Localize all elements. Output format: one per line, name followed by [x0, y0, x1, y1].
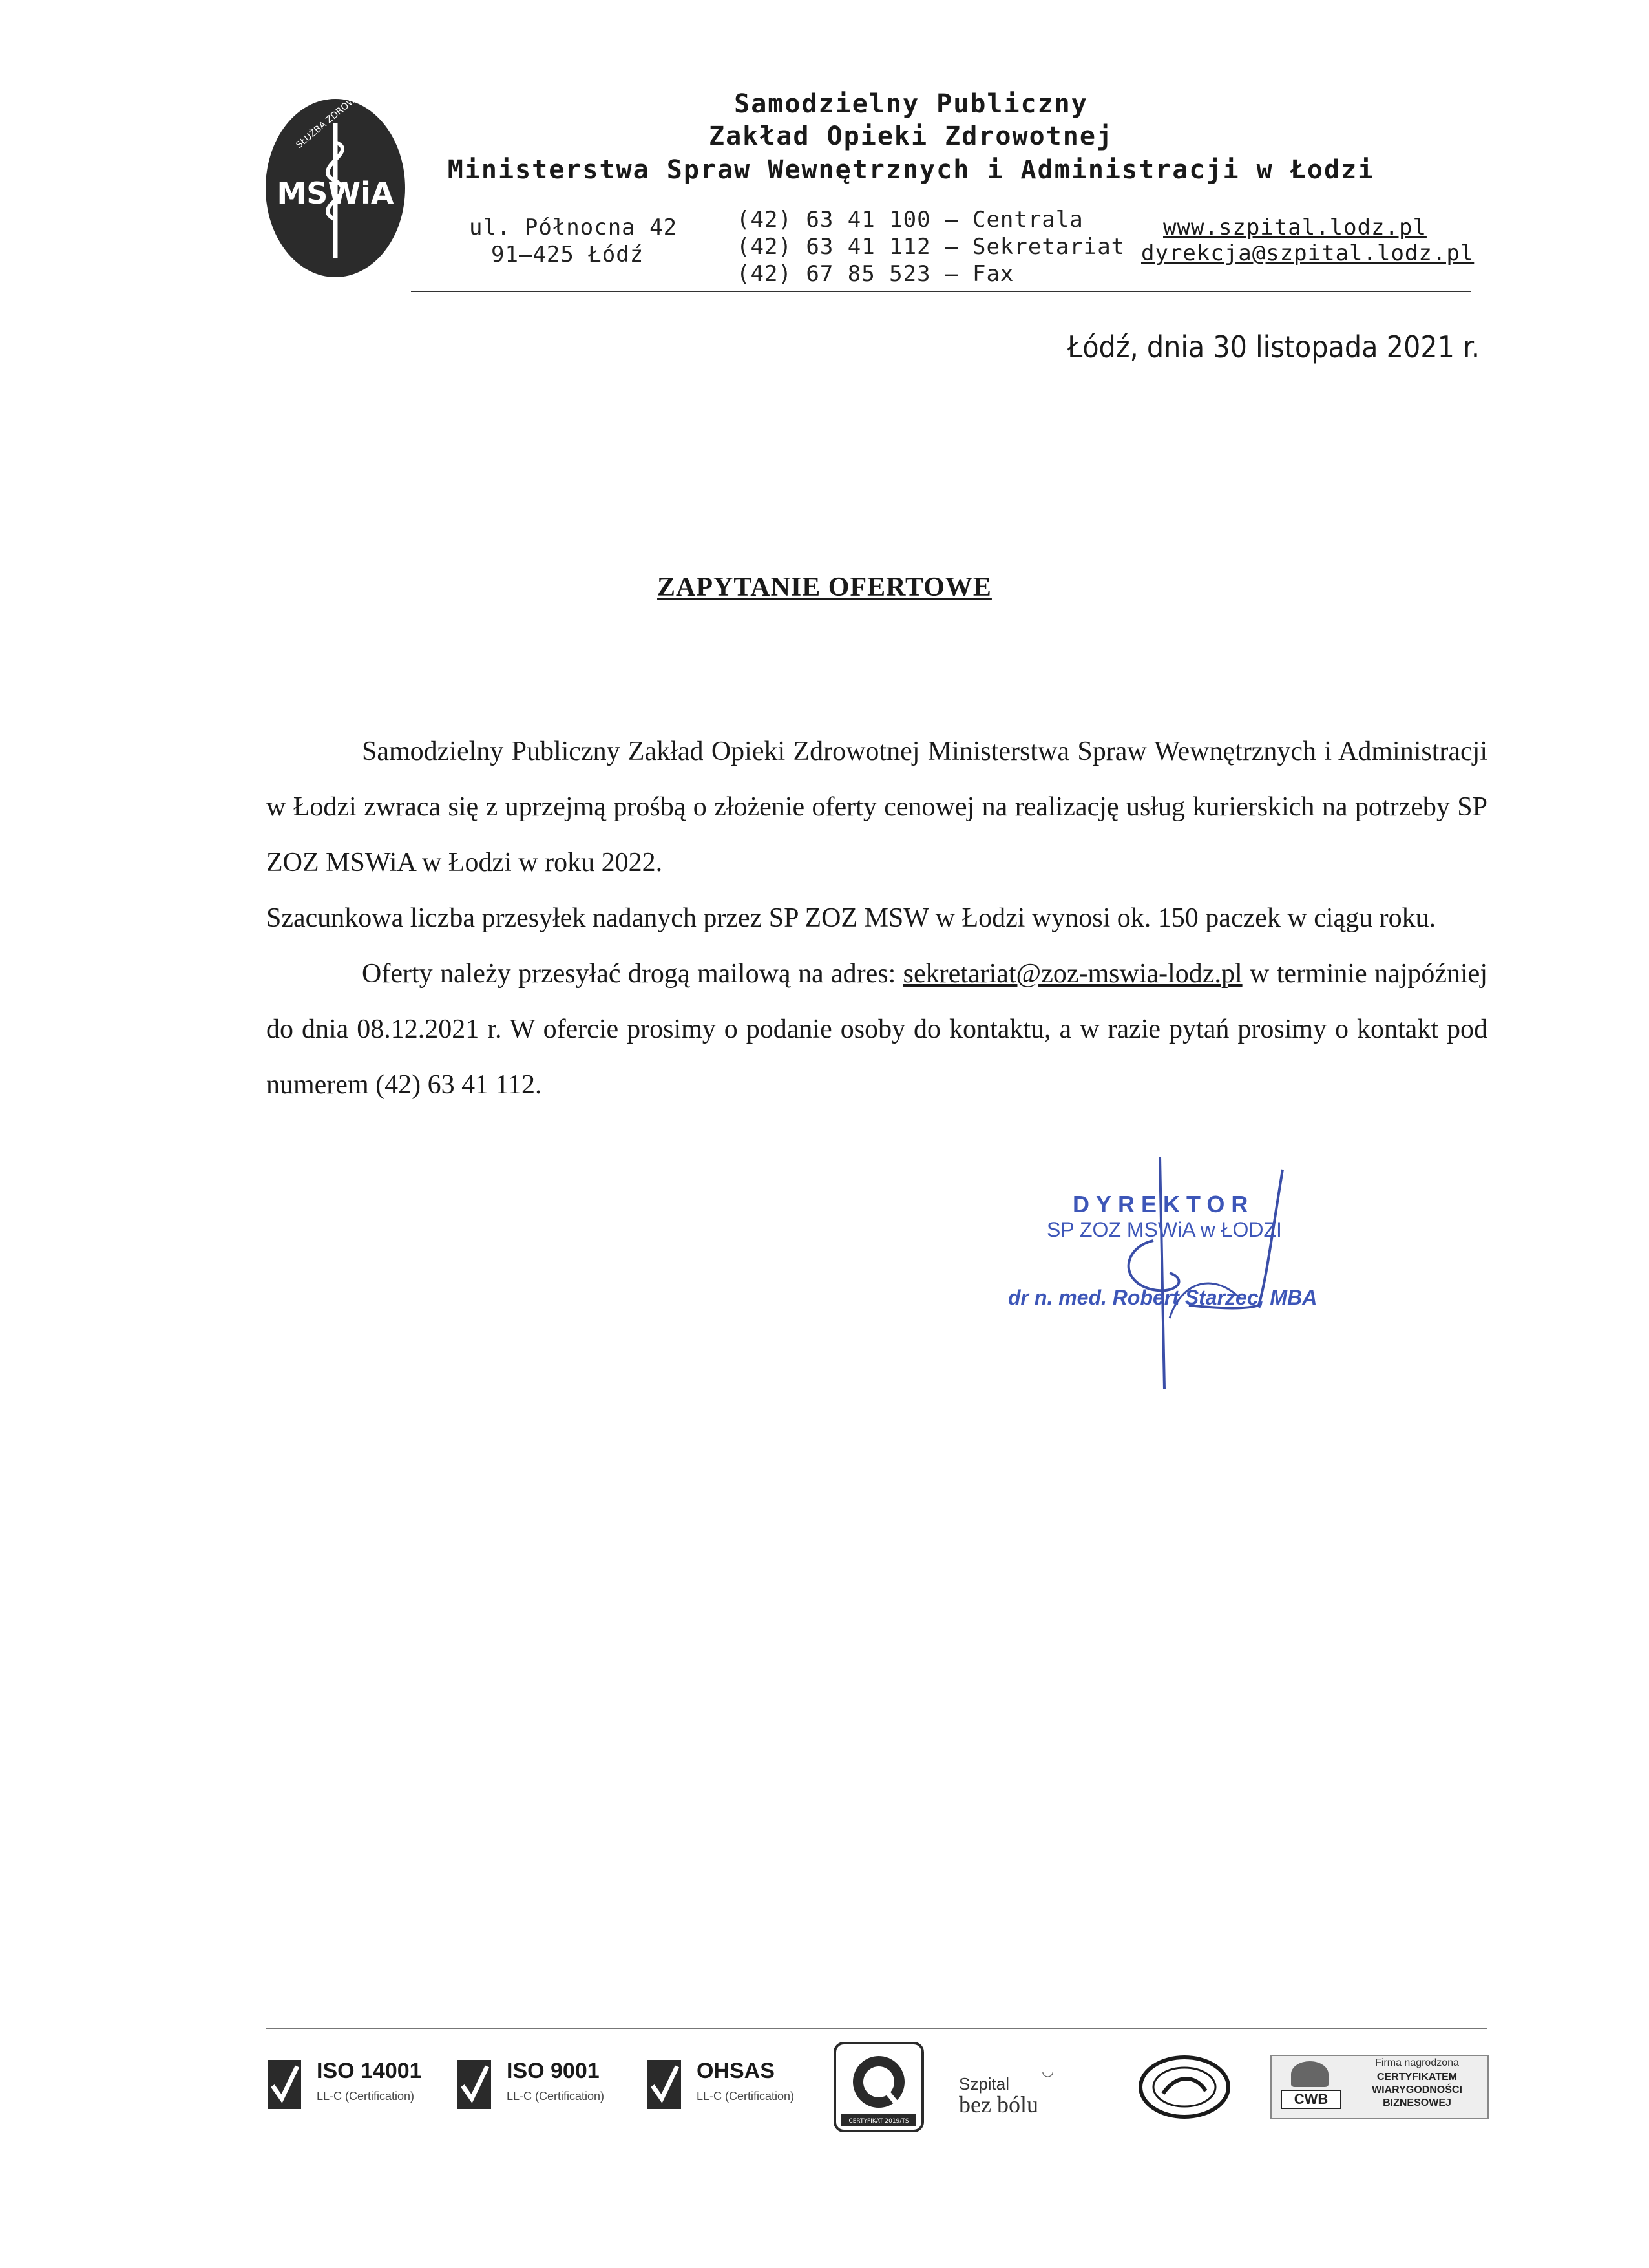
badge-title: OHSAS [697, 2059, 775, 2083]
letter-date: Łódź, dnia 30 listopada 2021 r. [1067, 330, 1480, 364]
cwb-certificate-logo [1270, 2055, 1489, 2119]
paragraph-3-rest: w terminie najpóźniej do dnia 08.12.2021 r. W ofercie prosimy o podanie osoby do kontaktu, a w razie pytań prosimy o kontakt pod numerem (42) 63 41 112. [266, 959, 1487, 1100]
svg-text:MSWiA: MSWiA [277, 176, 394, 211]
badge-subtitle: LL-C (Certification) [697, 2090, 795, 2103]
badge-subtitle: LL-C (Certification) [317, 2090, 415, 2103]
signature-mark [995, 1150, 1383, 1396]
cwb-top-text: Firma nagrodzona [1375, 2057, 1459, 2068]
paragraph-1: Samodzielny Publiczny Zakład Opieki Zdrowotnej Ministerstwa Spraw Wewnętrznych i Administracji w Łodzi zwraca się z uprzejmą prośbą o złożenie oferty cenowej na realizację usług kurierskich na potrzeby SP ZOZ MSWiA w Łodzi w roku 2022. [266, 737, 1487, 877]
cwb-line3: BIZNESOWEJ [1383, 2097, 1451, 2108]
website-link[interactable]: www.szpital.lodz.pl [1163, 215, 1427, 240]
svg-text:CERTYFIKAT 2019/TS: CERTYFIKAT 2019/TS [848, 2118, 909, 2125]
org-name-line2: Zakład Opieki Zdrowotnej [709, 121, 1113, 151]
quality-certificate-logo [834, 2042, 924, 2132]
org-name-line3: Ministerstwa Spraw Wewnętrznych i Administracji w Łodzi [447, 155, 1375, 185]
paragraph-2: Szacunkowa liczba przesyłek nadanych przez SP ZOZ MSW w Łodzi wynosi ok. 150 paczek w ciągu roku. [266, 903, 1436, 933]
cwb-line1: CERTYFIKATEM [1376, 2072, 1458, 2083]
phone-fax: (42) 67 85 523 – Fax [737, 261, 1014, 287]
phone-secretariat: (42) 63 41 112 – Sekretariat [737, 234, 1126, 260]
tree-icon [1291, 2061, 1329, 2087]
checkmark-icon [647, 2060, 681, 2109]
address-city: 91–425 Łódź [491, 242, 644, 268]
iso-9001-badge [457, 2055, 625, 2113]
checkmark-icon [457, 2060, 491, 2109]
document-title: ZAPYTANIE OFERTOWE [657, 572, 992, 602]
address-street: ul. Północna 42 [469, 215, 678, 240]
cwb-mark: CWB [1281, 2090, 1341, 2109]
badge-title: ISO 14001 [317, 2059, 422, 2083]
paragraph-3 [266, 946, 1487, 1113]
checkmark-icon [268, 2060, 301, 2109]
bez-bolu-label: bez bólu [959, 2092, 1038, 2117]
contact-email-link[interactable]: sekretariat@zoz-mswia-lodz.pl [903, 959, 1243, 989]
phone-central: (42) 63 41 100 – Centrala [737, 207, 1084, 233]
svg-text:SŁUŻBA ZDROWIA: SŁUŻBA ZDROWIA [294, 97, 365, 151]
cwb-line2: WIARYGODNOŚCI [1372, 2084, 1462, 2095]
org-name-line1: Samodzielny Publiczny [734, 89, 1088, 119]
footer-divider [266, 2028, 1487, 2029]
stamp-title: DYREKTOR [1073, 1191, 1255, 1217]
szpital-label: Szpital [959, 2074, 1010, 2094]
header-divider [411, 291, 1471, 292]
smile-icon: ◡ [1042, 2063, 1055, 2079]
paragraph-3-lead: Oferty należy przesyłać drogą mailową na adres: [362, 959, 903, 989]
letter-body [266, 724, 1487, 1113]
badge-title: ISO 9001 [507, 2059, 600, 2083]
stamp-institution: SP ZOZ MSWiA w ŁODZI [1047, 1218, 1282, 1241]
stamp-signatory: dr n. med. Robert Starzec, MBA [1008, 1286, 1318, 1309]
badge-subtitle: LL-C (Certification) [507, 2090, 605, 2103]
ohsas-badge [647, 2055, 815, 2113]
email-link[interactable]: dyrekcja@szpital.lodz.pl [1141, 240, 1475, 266]
iso-14001-badge [268, 2055, 436, 2113]
round-emblem-logo [1137, 2055, 1232, 2119]
